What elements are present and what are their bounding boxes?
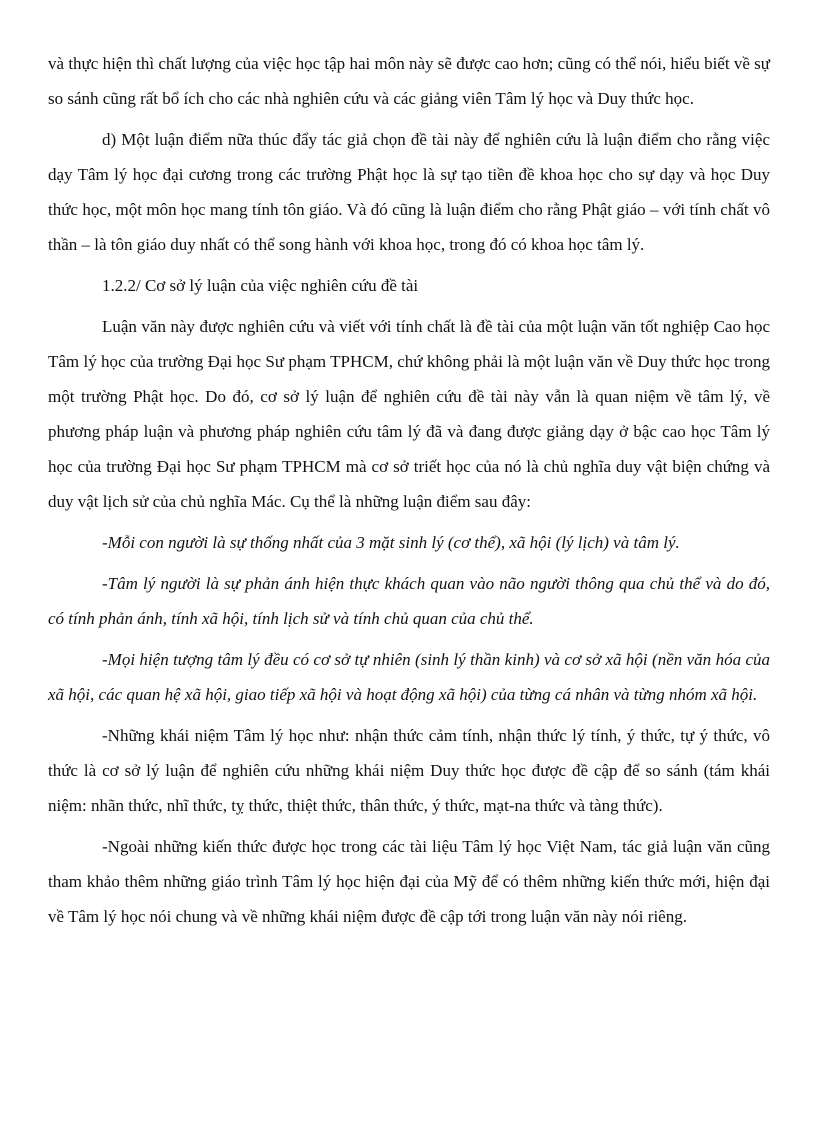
section-heading: 1.2.2/ Cơ sở lý luận của việc nghiên cứu đề tài [102,276,419,295]
paragraph-theoretical-basis: Luận văn này được nghiên cứu và viết với tính chất là đề tài của một luận văn tốt nghiệp Cao học Tâm lý học của trường Đại học Sư phạm TPHCM, chứ không phải là một luận văn về Duy thức học trong một trường Phật học. Do đó, cơ sở lý luận để nghiên cứu đề tài này vẫn là quan niệm về tâm lý, về phương pháp luận và phương pháp nghiên cứu tâm lý đã và đang được giảng dạy ở bậc cao học Tâm lý học của trường Đại học Sư phạm TPHCM mà cơ sở triết học của nó là chủ nghĩa duy vật biện chứng và duy vật lịch sử của chủ nghĩa Mác. Cụ thể là những luận điểm sau đây: [48,317,770,511]
italic-point-2: -Tâm lý người là sự phản ánh hiện thực khách quan vào não người thông qua chủ thể và do đó, có tính phản ánh, tính xã hội, tính lịch sử và tính chủ quan của chủ thể. [48,574,770,628]
italic-point-1: -Mỗi con người là sự thống nhất của 3 mặt sinh lý (cơ thể), xã hội (lý lịch) và tâm lý. [102,533,680,552]
italic-point-3: -Mọi hiện tượng tâm lý đều có cơ sở tự nhiên (sinh lý thần kinh) và cơ sở xã hội (nền văn hóa của xã hội, các quan hệ xã hội, giao tiếp xã hội và hoạt động xã hội) của từng cá nhân và từng nhóm xã hội. [48,650,770,704]
paragraph-additional-references: -Ngoài những kiến thức được học trong các tài liệu Tâm lý học Việt Nam, tác giả luận văn cũng tham khảo thêm những giáo trình Tâm lý học hiện đại của Mỹ để có thêm những kiến thức mới, hiện đại về Tâm lý học nói chung và về những khái niệm được đề cập tới trong luận văn này nói riêng. [48,837,770,926]
paragraph-point-d: d) Một luận điểm nữa thúc đẩy tác giả chọn đề tài này để nghiên cứu là luận điểm cho rằng việc dạy Tâm lý học đại cương trong các trường Phật học là sự tạo tiền đề khoa học cho sự dạy và học Duy thức học, một môn học mang tính tôn giáo. Và đó cũng là luận điểm cho rằng Phật giáo – với tính chất vô thần – là tôn giáo duy nhất có thể song hành với khoa học, trong đó có khoa học tâm lý. [48,130,770,254]
paragraph-continuation: và thực hiện thì chất lượng của việc học tập hai môn này sẽ được cao hơn; cũng có thể nói, hiểu biết về sự so sánh cũng rất bổ ích cho các nhà nghiên cứu và các giảng viên Tâm lý học và Duy thức học. [48,54,770,108]
paragraph-psychology-concepts: -Những khái niệm Tâm lý học như: nhận thức cảm tính, nhận thức lý tính, ý thức, tự ý thức, vô thức là cơ sở lý luận để nghiên cứu những khái niệm Duy thức học được đề cập để so sánh (tám khái niệm: nhãn thức, nhĩ thức, tỵ thức, thiệt thức, thân thức, ý thức, mạt-na thức và tàng thức). [48,726,770,815]
document-page [48,48,770,940]
